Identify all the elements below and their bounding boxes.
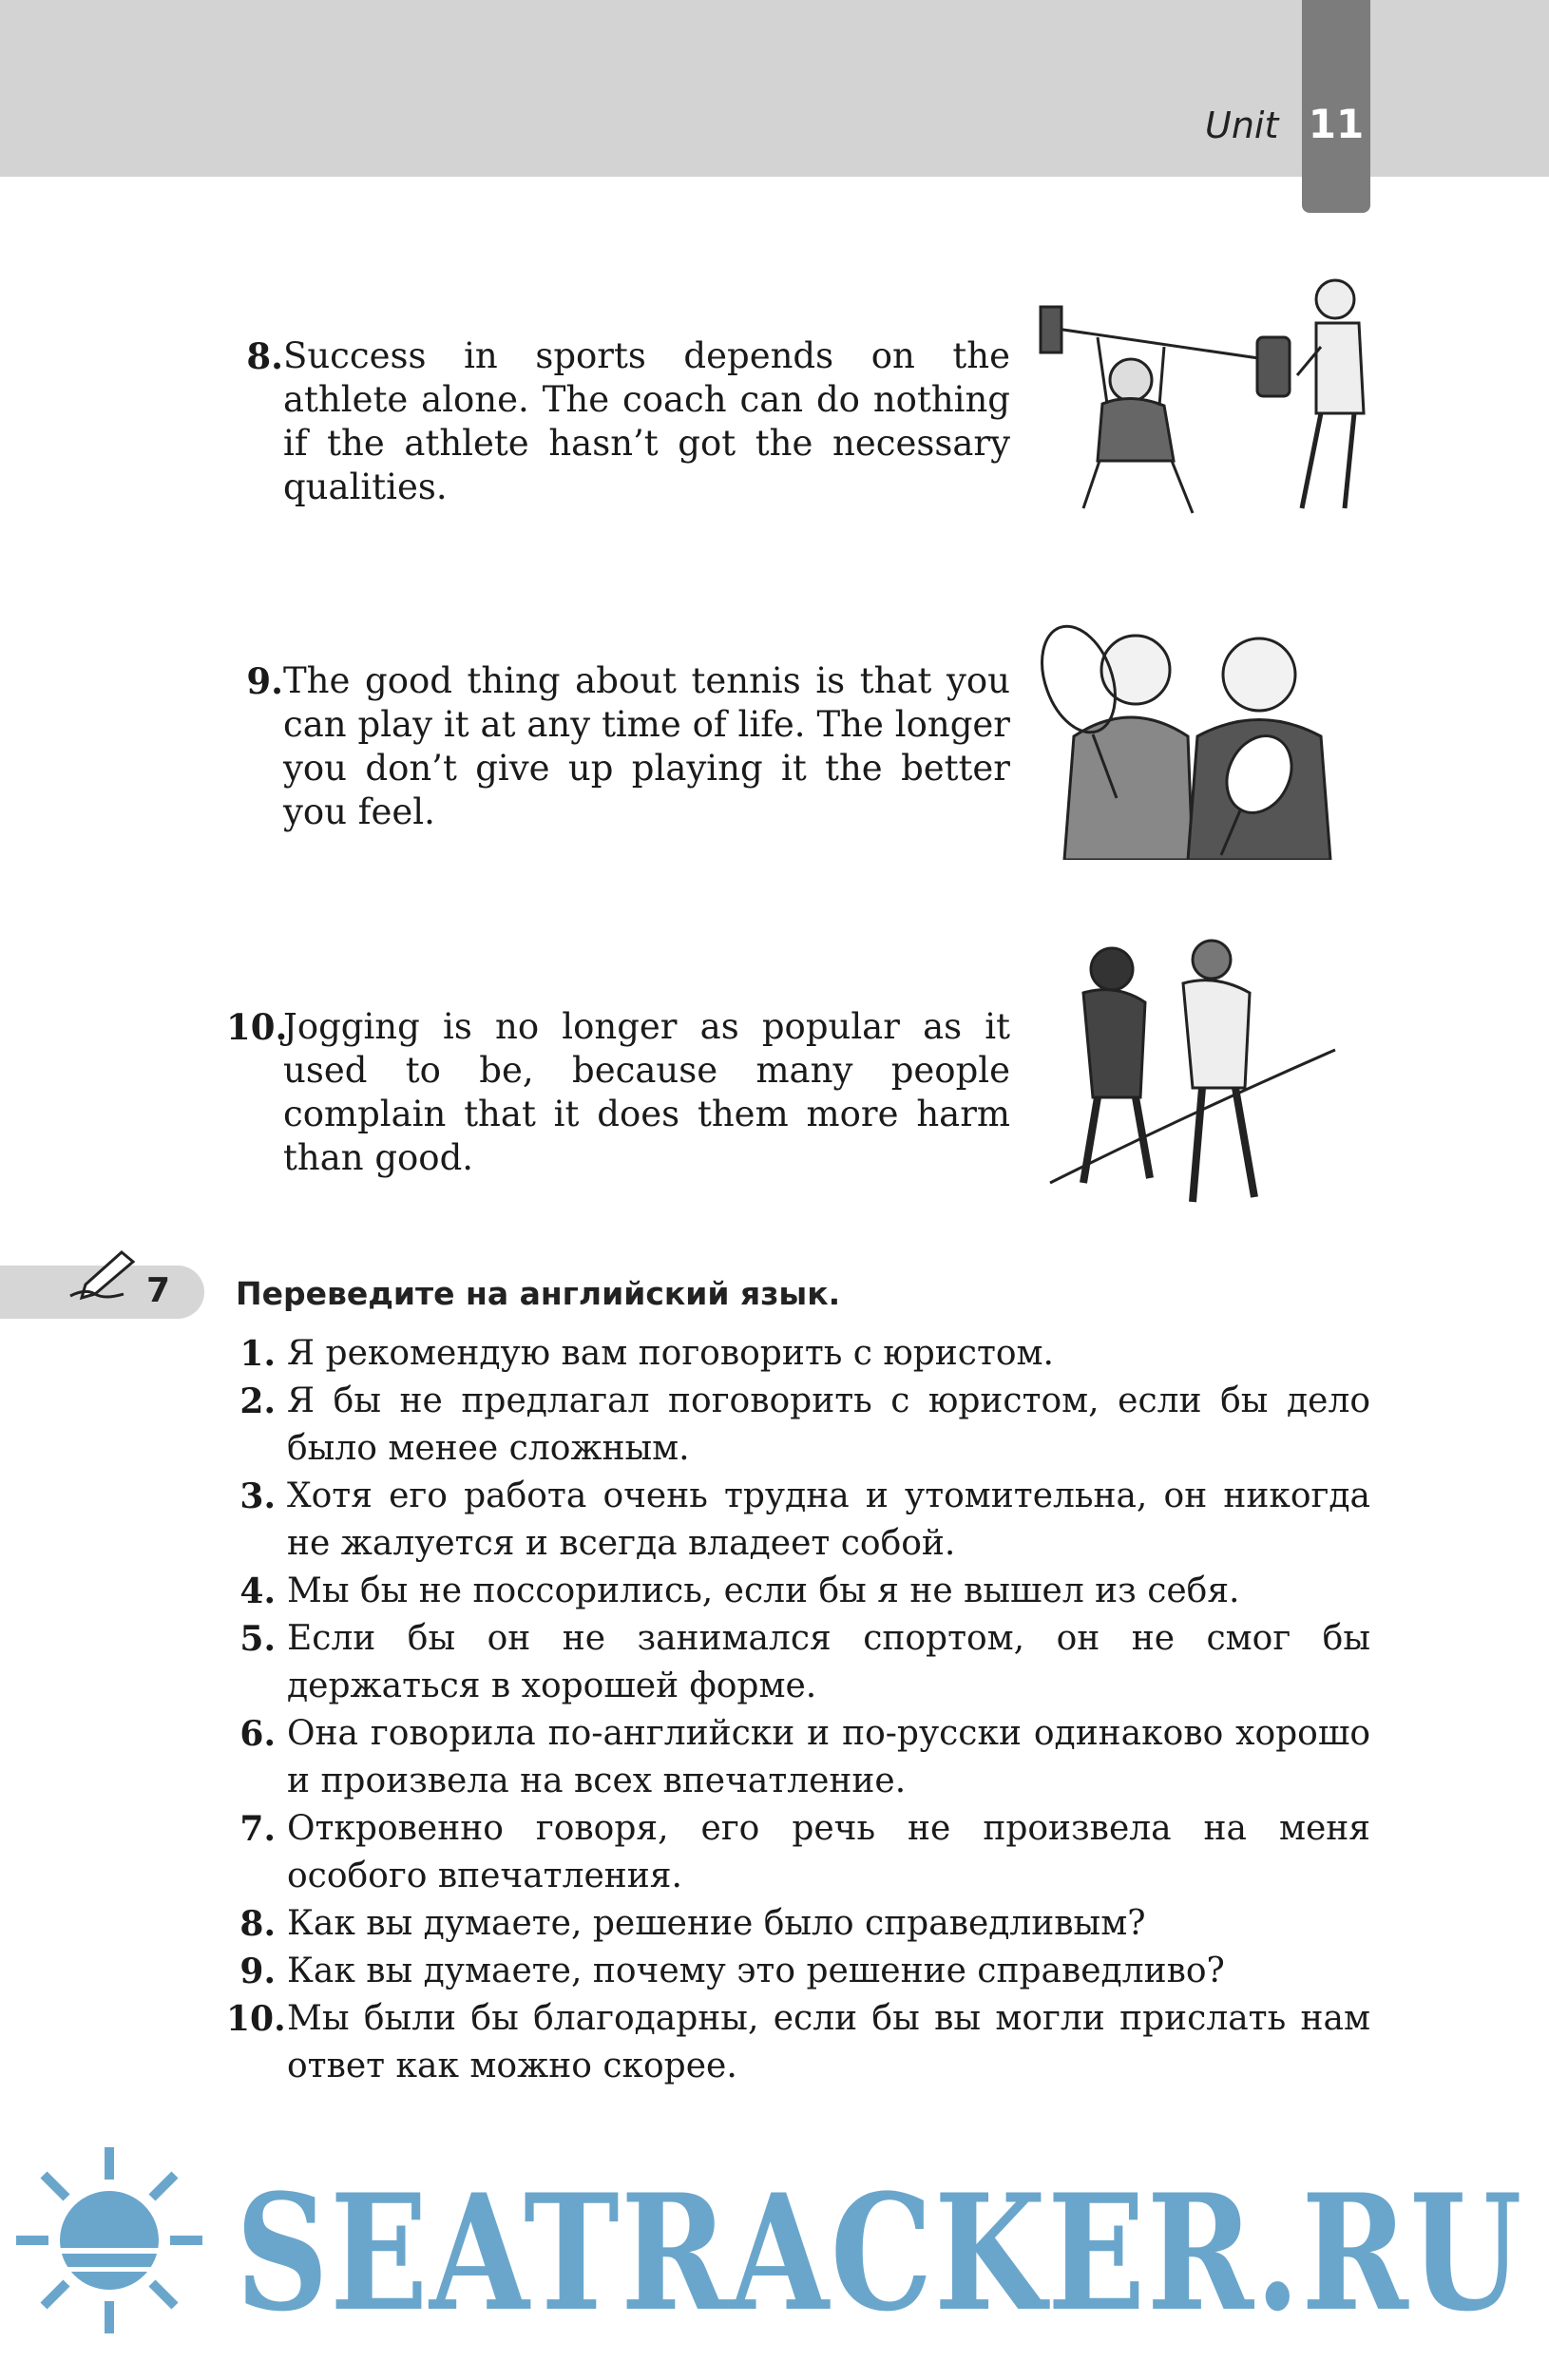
- list-item: [226, 1330, 1370, 1378]
- pencil-icon: [67, 1247, 143, 1304]
- unit-label: Unit: [1205, 105, 1279, 146]
- item-text: Если бы он не занимался спортом, он не смог бы держаться в хорошей форме.: [287, 1619, 1370, 1705]
- item-number: 8.: [239, 1904, 276, 1944]
- statement-number: 9.: [246, 660, 283, 702]
- translation-list: [226, 1330, 1370, 2090]
- item-number: 5.: [239, 1619, 276, 1659]
- item-text: Хотя его работа очень трудна и утомительна, он никогда не жалуется и всегда владеет собой.: [287, 1476, 1370, 1563]
- list-item: [226, 1805, 1370, 1900]
- list-item: [226, 1900, 1370, 1948]
- sun-logo-icon: [16, 2147, 202, 2333]
- list-item: [226, 1995, 1370, 2090]
- list-item: [226, 1378, 1370, 1473]
- item-text: Как вы думаете, решение было справедливым?: [287, 1904, 1146, 1943]
- statement-number: 8.: [246, 335, 283, 377]
- item-number: 9.: [239, 1952, 276, 1991]
- statement-number: 10.: [226, 1006, 288, 1048]
- watermark-text: SEATRACKER.RU: [236, 2159, 1523, 2347]
- item-number: 3.: [239, 1476, 276, 1516]
- item-text: Мы были бы благодарны, если бы вы могли прислать нам ответ как можно скорее.: [287, 1999, 1370, 2085]
- unit-number: 11: [1308, 101, 1365, 147]
- exercise-number: 7: [146, 1271, 171, 1310]
- item-number: 10.: [226, 1999, 286, 2039]
- tennis-players-illustration: [1026, 594, 1368, 860]
- statement-text: Jogging is no longer as popular as it used to be, because many people complain that it does them more harm than good.: [283, 1006, 1010, 1178]
- item-number: 2.: [239, 1381, 276, 1421]
- statement-text: The good thing about tennis is that you can play it at any time of life. The longer you don’t give up playing it the better you feel.: [283, 660, 1010, 832]
- list-item: [226, 1568, 1370, 1615]
- item-text: Она говорила по-английски и по-русски одинаково хорошо и произвела на всех впечатление.: [287, 1714, 1370, 1800]
- item-text: Откровенно говоря, его речь не произвела на меня особого впечатления.: [287, 1809, 1370, 1895]
- statement-10: [226, 1005, 1010, 1180]
- list-item: [226, 1615, 1370, 1710]
- item-text: Мы бы не поссорились, если бы я не вышел из себя.: [287, 1571, 1240, 1610]
- statement-text: Success in sports depends on the athlete alone. The coach can do nothing if the athlete hasn’t got the necessary qualities.: [283, 335, 1010, 507]
- item-number: 1.: [239, 1334, 276, 1374]
- exercise-title: Переведите на английский язык.: [236, 1275, 841, 1312]
- item-text: Я бы не предлагал поговорить с юристом, если бы дело было менее сложным.: [287, 1381, 1370, 1468]
- item-number: 4.: [239, 1571, 276, 1611]
- list-item: [226, 1948, 1370, 1995]
- weightlifter-illustration: [1031, 271, 1373, 527]
- statement-9: [226, 659, 1010, 834]
- joggers-illustration: [1041, 926, 1345, 1230]
- list-item: [226, 1473, 1370, 1568]
- item-number: 6.: [239, 1714, 276, 1754]
- list-item: [226, 1710, 1370, 1805]
- watermark: [0, 2128, 1549, 2347]
- item-text: Я рекомендую вам поговорить с юристом.: [287, 1334, 1054, 1373]
- item-number: 7.: [239, 1809, 276, 1849]
- statement-8: [226, 334, 1010, 509]
- item-text: Как вы думаете, почему это решение справедливо?: [287, 1952, 1225, 1990]
